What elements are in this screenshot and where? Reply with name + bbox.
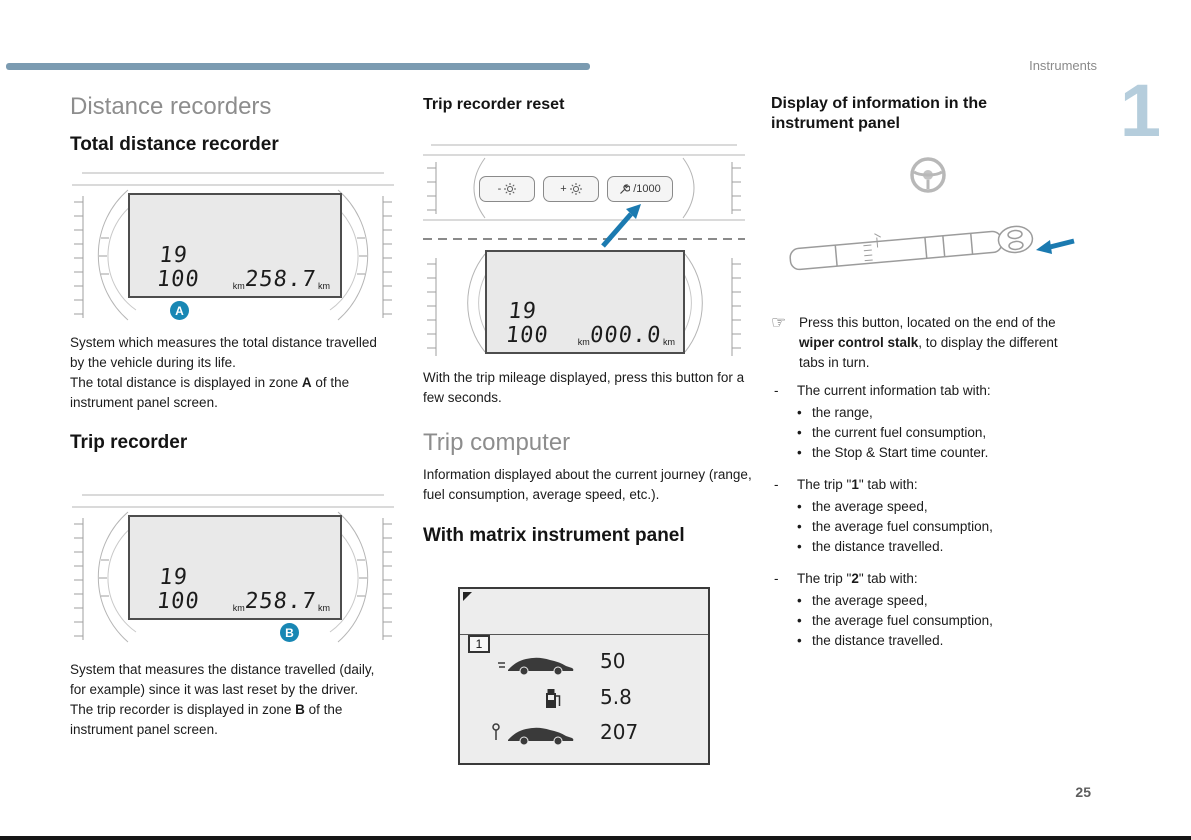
trip-readout (245, 590, 330, 614)
label-text (797, 381, 991, 401)
odometer-unit: km (577, 337, 590, 347)
wiper-stalk-illustration (778, 148, 1080, 306)
trip-computer-paragraph: Information displayed about the current journey (range, fuel consumption, average speed, etc.). (423, 467, 752, 502)
trip-recorder-heading: Trip recorder (70, 432, 188, 453)
chapter-number: 1 (1119, 69, 1161, 152)
sun-icon (570, 183, 582, 195)
trip-unit: km (663, 337, 675, 347)
bullet-item (797, 537, 1086, 557)
note-text (799, 313, 1083, 373)
matrix-divider-line (460, 634, 708, 635)
tab-group-trip-1 (771, 475, 1086, 557)
text-segment: The current information tab with: (797, 383, 991, 398)
bullet-item (797, 591, 1086, 611)
text-segment: The trip recorder is displayed in zone (70, 702, 296, 717)
total-distance-heading: Total distance recorder (70, 134, 279, 155)
tab-group-current-info (771, 381, 1086, 463)
odometer-readout (155, 565, 245, 614)
trip-computer-title: Trip computer (423, 429, 571, 456)
service-label: /1000 (633, 183, 661, 195)
bold-segment: 1 (851, 477, 859, 492)
zone-letter: A (301, 375, 312, 390)
car-distance-icon (490, 721, 576, 747)
text-segment: , to display the different tabs in turn. (799, 335, 1058, 370)
bullet-glyph: • (797, 499, 802, 514)
brightness-plus-button-illustration (543, 176, 599, 202)
trip-reset-heading: Trip recorder reset (423, 96, 565, 113)
bullet-item (797, 423, 1086, 443)
paragraph-line: System that measures the distance travelled (daily, for example) since it was last reset by the driver. (70, 662, 375, 697)
bullet-text: the Stop & Start time counter. (812, 445, 989, 460)
dash: - (774, 571, 779, 586)
bullet-text: the average fuel consumption, (812, 519, 993, 534)
dash: - (774, 477, 779, 492)
bullet-glyph: • (797, 633, 802, 648)
tabs-list (771, 381, 1086, 663)
paragraph-line (70, 373, 392, 413)
label-text (797, 475, 918, 495)
text-segment: The total distance is displayed in zone (70, 375, 302, 390)
blue-arrow-icon (1036, 240, 1074, 254)
text-segment: " tab with: (858, 477, 918, 492)
display-info-heading: Display of information in the instrument panel (771, 95, 988, 132)
trip-digits: 258.7 (243, 589, 318, 614)
bullet-text: the average speed, (812, 499, 928, 514)
consumption-value: 5.8 (600, 685, 632, 709)
total-distance-paragraph (70, 333, 392, 413)
bullet-item (797, 611, 1086, 631)
stalk-body (789, 220, 1034, 272)
bullet-glyph: • (797, 425, 802, 440)
tab-label (771, 381, 1086, 401)
header-accent-bar (6, 63, 590, 70)
tab-label (771, 569, 1086, 589)
odometer-digits: 19 100 (155, 565, 201, 614)
dash: - (774, 383, 779, 398)
text-segment: The trip " (797, 477, 852, 492)
bold-segment: wiper control stalk (799, 335, 919, 350)
sun-icon (504, 183, 516, 195)
brightness-minus-button-illustration (479, 176, 535, 202)
bullet-text: the average fuel consumption, (812, 613, 993, 628)
car-range-icon (496, 653, 576, 677)
stalk-note (771, 313, 1083, 373)
trip-readout (245, 268, 330, 292)
wrench-icon (619, 184, 630, 195)
trip-recorder-figure (70, 490, 396, 648)
bullet-item (797, 517, 1086, 537)
bullet-glyph: • (797, 405, 802, 420)
minus-label: - (497, 183, 502, 195)
lcd-display (485, 250, 685, 354)
odometer-digits: 19 100 (155, 243, 201, 292)
bullet-glyph: • (797, 613, 802, 628)
trip-digits: 258.7 (243, 267, 318, 292)
trip-recorder-paragraph (70, 660, 392, 740)
section-label: Instruments (1029, 58, 1097, 73)
paragraph-line: System which measures the total distance travelled by the vehicle during its life. (70, 335, 377, 370)
bullet-glyph: • (797, 445, 802, 460)
matrix-panel-heading: With matrix instrument panel (423, 525, 685, 546)
col1-title: Distance recorders (70, 93, 272, 120)
plus-label: + (560, 183, 567, 195)
paragraph-line (70, 700, 392, 740)
trip-unit: km (318, 281, 330, 291)
trip-unit: km (318, 603, 330, 613)
bullet-text: the range, (812, 405, 873, 420)
fuel-pump-icon (544, 687, 562, 711)
matrix-corner-mark (463, 592, 472, 601)
bullet-text: the average speed, (812, 593, 928, 608)
bullet-glyph: • (797, 593, 802, 608)
bullet-item (797, 631, 1086, 651)
bullet-item (797, 497, 1086, 517)
odometer-unit: km (232, 603, 245, 613)
label-text (797, 569, 918, 589)
bold-segment: 2 (851, 571, 859, 586)
text-segment: The trip " (797, 571, 852, 586)
trip-reset-figure (423, 142, 745, 364)
odometer-unit: km (232, 281, 245, 291)
tab-group-trip-2 (771, 569, 1086, 651)
text-segment: of the instrument panel screen. (70, 702, 343, 737)
bullet-text: the distance travelled. (812, 539, 944, 554)
trip-reset-paragraph: With the trip mileage displayed, press this button for a few seconds. (423, 370, 745, 405)
trip-tab-indicator: 1 (468, 635, 490, 653)
lcd-display (128, 193, 342, 298)
total-distance-figure (70, 168, 396, 326)
odometer-readout (504, 299, 590, 348)
text-segment: " tab with: (858, 571, 918, 586)
page-bottom-edge (0, 836, 1191, 840)
distance-value: 207 (600, 720, 639, 744)
odometer-readout (155, 243, 245, 292)
bullet-item (797, 443, 1086, 463)
range-value: 50 (600, 649, 626, 673)
trip-reset-button-illustration (607, 176, 673, 202)
text-segment: Press this button, located on the end of the (799, 315, 1056, 330)
matrix-display-figure (458, 587, 710, 765)
bullet-item (797, 403, 1086, 423)
steering-wheel-icon (912, 159, 944, 191)
wiper-stalk-figure (778, 148, 1080, 306)
zone-letter: B (295, 702, 305, 717)
lcd-display (128, 515, 342, 620)
bullet-text: the current fuel consumption, (812, 425, 987, 440)
pointing-hand-icon: ☞ (771, 313, 787, 332)
zone-a-badge: A (170, 301, 189, 320)
bullet-glyph: • (797, 539, 802, 554)
trip-digits: 000.0 (588, 323, 663, 348)
zone-b-badge: B (280, 623, 299, 642)
page-number: 25 (1075, 784, 1091, 800)
trip-readout (590, 324, 675, 348)
bullet-glyph: • (797, 519, 802, 534)
text-segment: of the instrument panel screen. (70, 375, 350, 410)
tab-label (771, 475, 1086, 495)
bullet-text: the distance travelled. (812, 633, 944, 648)
odometer-digits: 19 100 (504, 299, 550, 348)
